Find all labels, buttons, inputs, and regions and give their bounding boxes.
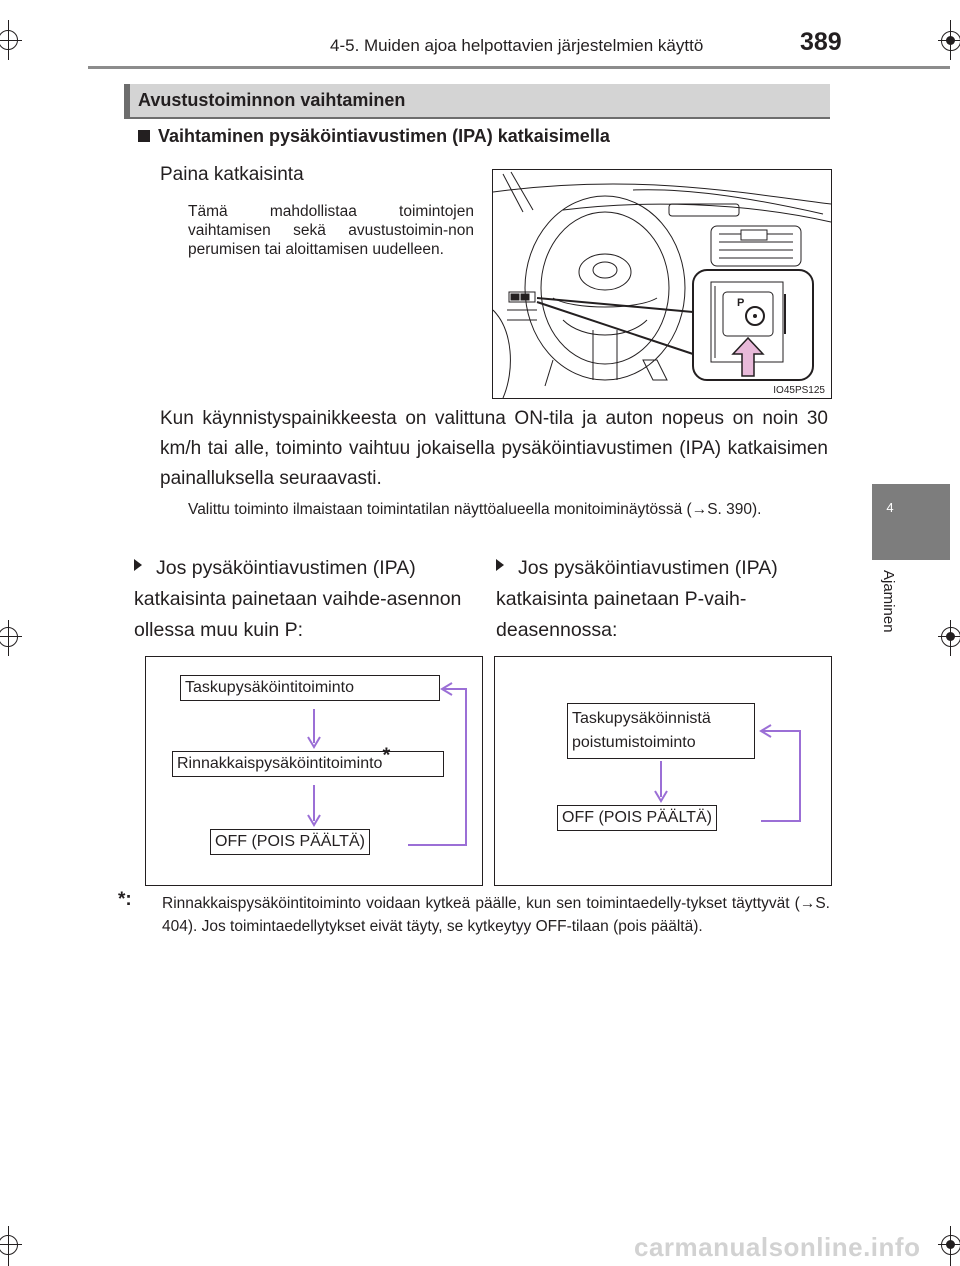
- crop-mark-mid-right: [920, 620, 960, 660]
- dashboard-drawing: [493, 170, 831, 398]
- flow-node-pocket-parking: Taskupysäköintitoiminto: [180, 675, 440, 701]
- crop-mark-bottom-left: [0, 1226, 40, 1266]
- footnote: [118, 889, 830, 938]
- header-rule: [88, 66, 950, 69]
- left-column-heading-text: Jos pysäköintiavustimen (IPA) katkaisinta painetaan vaihde-asennon ollessa muu kuin P:: [134, 557, 462, 641]
- right-flow-arrows: [495, 657, 831, 885]
- chapter-tab[interactable]: [872, 484, 950, 560]
- left-flow-diagram: [145, 656, 483, 886]
- figure-code: IO45PS125: [773, 385, 825, 396]
- right-column-heading: [496, 553, 828, 646]
- subsection-heading: [138, 126, 610, 147]
- paragraph-note: Valittu toiminto ilmaistaan toimintatilan näyttöalueella monitoiminäytössä (→S. 390).: [188, 501, 762, 518]
- triangle-bullet-icon: [134, 559, 142, 571]
- footnote-text: Rinnakkaispysäköintitoiminto voidaan kytkeä päälle, kun sen toimintaedelly-tykset täyttyvät (→S. 404). Jos toimintaedellytykset eivät täyty, se kytkeytyy OFF-tilaan (pois päältä).: [162, 895, 830, 935]
- subsection-heading-text: Vaihtaminen pysäköintiavustimen (IPA) katkaisimella: [158, 126, 610, 146]
- right-column-heading-text: Jos pysäköintiavustimen (IPA) katkaisinta painetaan P-vaih-deasennossa:: [496, 557, 778, 641]
- footnote-marker: *:: [118, 889, 132, 910]
- chapter-name: Ajaminen: [880, 570, 897, 633]
- section-title: Avustustoiminnon vaihtaminen: [138, 90, 406, 110]
- chapter-label: [877, 570, 899, 660]
- asterisk-marker: *: [382, 744, 391, 767]
- crop-mark-bottom-right: [920, 1226, 960, 1266]
- left-flow-arrows: [146, 657, 482, 885]
- chapter-number: 4: [886, 500, 894, 515]
- flow-node-off: OFF (POIS PÄÄLTÄ): [210, 829, 370, 855]
- triangle-bullet-icon: [496, 559, 504, 571]
- crop-mark-mid-left: [0, 620, 40, 660]
- flow-node-parallel-parking-text: Rinnakkaispysäköintitoiminto: [177, 755, 383, 772]
- left-column-heading: [134, 553, 476, 646]
- section-accent: [124, 84, 130, 118]
- square-bullet-icon: [138, 130, 150, 142]
- watermark: carmanualsonline.info: [634, 1232, 921, 1262]
- flow-node-pocket-exit-line-1: Taskupysäköinnistä: [572, 710, 711, 727]
- flow-node-pocket-exit-line-2: poistumistoiminto: [572, 734, 696, 751]
- section-heading-bar: [124, 84, 830, 118]
- flow-node-off-right: OFF (POIS PÄÄLTÄ): [557, 805, 717, 831]
- crop-mark-top-right: [920, 0, 960, 60]
- page-number: 389: [800, 28, 842, 56]
- instruction-text: Paina katkaisinta: [160, 164, 304, 185]
- instruction-note: Tämä mahdollistaa toimintojen vaihtamisen sekä avustustoimin-non perumisen tai aloittamisen uudelleen.: [188, 203, 474, 258]
- switch-label: P: [737, 297, 745, 309]
- right-flow-diagram: [494, 656, 832, 886]
- crop-mark-top-left: [0, 0, 40, 60]
- running-header: 4-5. Muiden ajoa helpottavien järjestelmien käyttö: [330, 36, 704, 55]
- section-underline: [124, 117, 830, 119]
- main-paragraph: Kun käynnistyspainikkeesta on valittuna ON-tila ja auton nopeus on noin 30 km/h tai alle, toiminto vaihtuu jokaisella pysäköintiavustimen (IPA) katkaisimen painalluksella seuraavasti.: [160, 408, 828, 489]
- dashboard-illustration: [492, 169, 832, 399]
